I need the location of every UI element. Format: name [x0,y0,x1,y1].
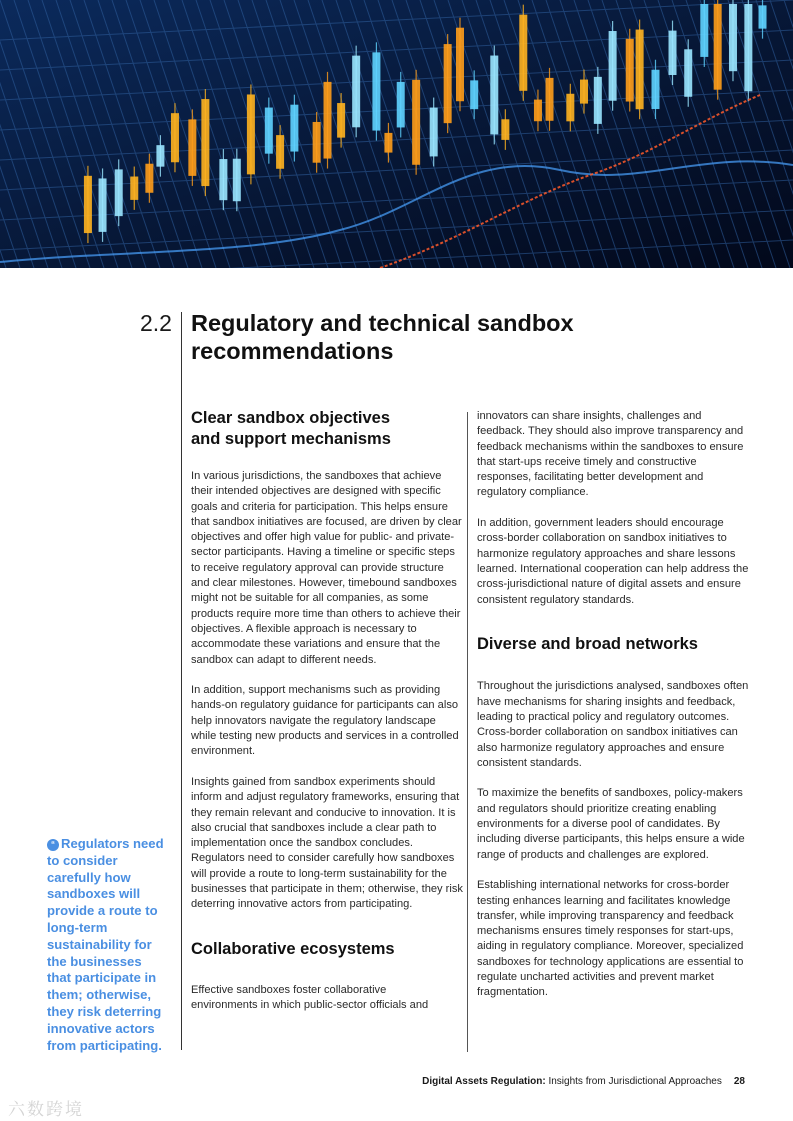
pull-quote [47,836,169,1054]
section-title: Regulatory and technical sandbox recommendations [191,310,574,364]
paragraph: Throughout the jurisdictions analysed, sandboxes often have mechanisms for sharing insights and feedback, leading to practical policy and regulatory outcomes. Cross-border collaboration on sandbox initiatives can also harmonize regulatory approaches and ensure consistent standards. [477,680,749,769]
paragraph: In various jurisdictions, the sandboxes that achieve their intended objectives are designed with specific goals and criteria for participation. This helps ensure that sandbox initiatives are focused, are driven by clear objectives and offer high value for public- and private-sector participants. Having a timeline or specific steps to receive regulatory approval can provide structure and clear milestones. However, timebound sandboxes might not be suitable for all companies, as some products require more time than others to achieve their objectives. A flexible approach is necessary to accommodate these variations and ensure that the sandbox can adapt to different needs. [191,470,462,666]
candle-body [201,99,209,186]
candle-body [444,44,452,123]
candle-body [276,135,284,169]
paragraph: In addition, government leaders should encourage cross-border collaboration on sandbox initiatives to harmonize regulatory approaches and share lessons learned. International cooperation can help address the cross-jurisdictional nature of digital assets and ensure consistent regulatory standards. [477,517,749,606]
candle-body [397,82,405,128]
section-divider [181,312,182,1050]
candle-body [700,4,708,57]
candle-body [470,80,478,109]
candle-body [626,39,634,102]
watermark-text: 六数跨境 [8,1100,84,1119]
candle-body [313,122,321,163]
candle-body [669,31,677,75]
column-divider [467,412,468,1052]
page-footer [422,1076,745,1087]
candle-body [490,56,498,135]
candle-body [566,94,574,122]
candle-body [580,80,588,104]
page-number: 28 [733,1076,745,1087]
candlestick-chart-illustration [0,0,793,268]
candle-body [337,103,345,138]
paragraph: Insights gained from sandbox experiments should inform and adjust regulatory frameworks, ensuring that they remain relevant and conducive to innovation. It is also crucial that sandboxes include a clear path to implementation once the sandbox concludes. Regulators need to consider carefully how sandboxes will provide a route to long-term sustainability for the businesses that participate in them; otherwise, they risk deterring innovative actors from participating. [191,775,463,911]
section-number: 2.2 [140,310,172,336]
candle-body [430,108,438,157]
candle-body [171,113,179,162]
candle-body [188,119,196,176]
heading-clear-sandbox-objectives: Clear sandbox objectives and support mechanisms [191,409,391,448]
footer-title: Insights from Jurisdictional Approaches [545,1076,722,1087]
candle-body [115,169,123,216]
candle-body [247,94,255,174]
candle-body [609,31,617,101]
candle-body [744,4,752,91]
paragraph: Establishing international networks for cross-border testing enhances learning and facilitates knowledge transfer, while improving transparency and feedback mechanisms ensures timely responses for start-ups, aiding in regulatory compliance. Moreover, specialized sandboxes for technology applications are essential to regulate uncharted activities and prevent market fragmentation. [477,879,744,999]
candle-body [714,4,722,90]
candle-body [156,145,164,167]
candle-body [546,78,554,121]
candle-body [534,100,542,122]
hero-image [0,0,793,268]
paragraph: Effective sandboxes foster collaborative environments in which public-sector officials and [191,984,429,1012]
candle-body [219,159,227,200]
watermark-logo [8,1095,84,1120]
paragraph: To maximize the benefits of sandboxes, policy-makers and regulators should prioritize creating enabling environments for a diverse pool of candidates. By including diverse participants, this helps ensure a wide range of products and challenges are explored. [477,787,745,861]
candle-body [594,77,602,124]
quote-icon: “ [47,839,59,851]
right-column [477,409,749,1016]
candle-body [519,15,527,91]
paragraph: In addition, support mechanisms such as providing hands-on regulatory guidance for participants can also help innovators navigate the regulatory landscape while testing new products and services in a controlled environment. [191,684,459,758]
candle-body [290,105,298,152]
footer-title-bold: Digital Assets Regulation: [422,1076,546,1087]
paragraph: innovators can share insights, challenges and feedback. They should also improve transparency and feedback mechanisms within the sandboxes to ensure that start-ups receive timely and constructive responses, facilitating better development and regulatory compliance. [477,410,744,499]
heading-diverse-broad-networks: Diverse and broad networks [477,634,698,653]
candle-body [412,80,420,165]
candle-body [372,52,380,130]
candle-body [684,49,692,97]
candle-body [651,70,659,109]
candle-body [636,30,644,110]
candle-body [145,164,153,193]
candle-body [84,176,92,233]
candle-body [352,56,360,128]
candle-body [99,178,107,231]
heading-collaborative-ecosystems: Collaborative ecosystems [191,939,395,958]
candle-body [324,82,332,159]
candle-body [729,4,737,71]
candle-body [759,5,767,28]
candle-body [501,119,509,140]
candle-body [265,108,273,154]
candle-body [233,159,241,202]
candle-body [456,28,464,102]
candle-body [384,133,392,153]
candle-body [130,177,138,200]
pull-quote-text: Regulators need to consider carefully how sandboxes will provide a route to long-term sustainability for the businesses that participate in them; otherwise, they risk deterring innovative actors from participating. [47,836,164,1053]
left-column [191,408,463,1029]
